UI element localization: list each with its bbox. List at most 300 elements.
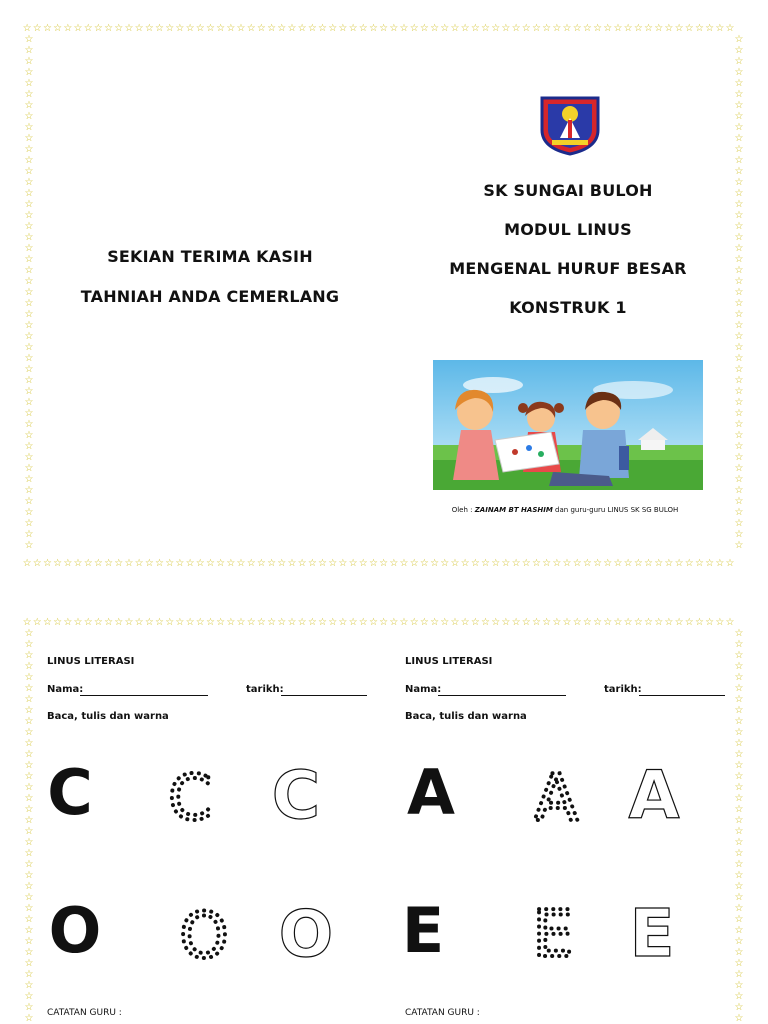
- star-icon: ☆: [734, 452, 744, 463]
- star-icon: ☆: [379, 23, 389, 34]
- star-icon: ☆: [24, 936, 34, 947]
- star-icon: ☆: [328, 617, 338, 628]
- star-icon: ☆: [734, 34, 744, 45]
- star-icon: ☆: [24, 232, 34, 243]
- star-icon: ☆: [24, 375, 34, 386]
- star-icon: ☆: [734, 188, 744, 199]
- star-icon: ☆: [734, 815, 744, 826]
- star-icon: ☆: [155, 617, 165, 628]
- star-icon: ☆: [24, 254, 34, 265]
- star-icon: ☆: [511, 558, 521, 569]
- star-icon: ☆: [705, 558, 715, 569]
- star-border-left: [22, 628, 36, 1024]
- star-icon: ☆: [287, 558, 297, 569]
- star-icon: ☆: [572, 23, 582, 34]
- star-icon: ☆: [633, 558, 643, 569]
- star-icon: ☆: [277, 558, 287, 569]
- star-icon: ☆: [734, 144, 744, 155]
- star-icon: ☆: [195, 558, 205, 569]
- star-icon: ☆: [521, 617, 531, 628]
- star-icon: ☆: [582, 23, 592, 34]
- star-icon: ☆: [734, 892, 744, 903]
- outline-letter[interactable]: [622, 758, 686, 826]
- star-icon: ☆: [24, 100, 34, 111]
- dotted-letter-glyph: A: [534, 762, 578, 826]
- star-icon: ☆: [32, 617, 42, 628]
- star-icon: ☆: [379, 617, 389, 628]
- star-icon: ☆: [419, 558, 429, 569]
- star-icon: ☆: [24, 287, 34, 298]
- star-icon: ☆: [24, 353, 34, 364]
- star-icon: ☆: [734, 507, 744, 518]
- star-icon: ☆: [226, 617, 236, 628]
- star-icon: ☆: [734, 793, 744, 804]
- star-icon: ☆: [734, 661, 744, 672]
- star-icon: ☆: [734, 1013, 744, 1024]
- dotted-letter-glyph: O: [179, 900, 229, 964]
- star-icon: ☆: [715, 558, 725, 569]
- star-icon: ☆: [582, 617, 592, 628]
- star-icon: ☆: [734, 45, 744, 56]
- star-icon: ☆: [734, 474, 744, 485]
- star-icon: ☆: [521, 558, 531, 569]
- star-icon: ☆: [409, 617, 419, 628]
- star-icon: ☆: [734, 177, 744, 188]
- star-icon: ☆: [24, 364, 34, 375]
- outline-letter-glyph: C: [271, 758, 321, 826]
- star-icon: ☆: [24, 463, 34, 474]
- star-icon: ☆: [22, 617, 32, 628]
- star-icon: ☆: [267, 23, 277, 34]
- star-icon: ☆: [24, 837, 34, 848]
- star-icon: ☆: [531, 23, 541, 34]
- star-icon: ☆: [246, 617, 256, 628]
- star-icon: ☆: [24, 683, 34, 694]
- star-icon: ☆: [430, 558, 440, 569]
- star-icon: ☆: [562, 23, 572, 34]
- star-icon: ☆: [165, 23, 175, 34]
- star-icon: ☆: [24, 331, 34, 342]
- star-icon: ☆: [603, 23, 613, 34]
- star-icon: ☆: [24, 804, 34, 815]
- star-icon: ☆: [226, 558, 236, 569]
- star-icon: ☆: [491, 23, 501, 34]
- star-icon: ☆: [318, 558, 328, 569]
- star-icon: ☆: [24, 903, 34, 914]
- star-icon: ☆: [389, 23, 399, 34]
- star-icon: ☆: [734, 925, 744, 936]
- star-icon: ☆: [734, 353, 744, 364]
- star-icon: ☆: [654, 23, 664, 34]
- topic-title: MENGENAL HURUF BESAR: [449, 259, 687, 278]
- star-icon: ☆: [24, 320, 34, 331]
- star-icon: ☆: [734, 397, 744, 408]
- star-icon: ☆: [734, 1002, 744, 1013]
- star-icon: ☆: [24, 760, 34, 771]
- star-icon: ☆: [531, 617, 541, 628]
- solid-letter: C: [47, 756, 93, 829]
- star-icon: ☆: [734, 122, 744, 133]
- star-icon: ☆: [24, 958, 34, 969]
- star-icon: ☆: [705, 617, 715, 628]
- star-icon: ☆: [603, 558, 613, 569]
- star-icon: ☆: [165, 558, 175, 569]
- star-icon: ☆: [185, 558, 195, 569]
- worksheet-heading: LINUS LITERASI: [405, 656, 493, 667]
- star-icon: ☆: [531, 558, 541, 569]
- star-icon: ☆: [734, 375, 744, 386]
- star-icon: ☆: [24, 1013, 34, 1024]
- star-icon: ☆: [734, 166, 744, 177]
- star-icon: ☆: [348, 23, 358, 34]
- star-icon: ☆: [24, 771, 34, 782]
- star-icon: ☆: [734, 496, 744, 507]
- star-icon: ☆: [277, 617, 287, 628]
- star-icon: ☆: [734, 738, 744, 749]
- star-icon: ☆: [623, 23, 633, 34]
- dotted-letter-glyph: C: [168, 764, 212, 826]
- star-icon: ☆: [236, 23, 246, 34]
- instruction-text: Baca, tulis dan warna: [405, 711, 527, 722]
- star-icon: ☆: [24, 672, 34, 683]
- star-icon: ☆: [24, 848, 34, 859]
- star-icon: ☆: [256, 617, 266, 628]
- star-icon: ☆: [73, 23, 83, 34]
- star-icon: ☆: [24, 496, 34, 507]
- star-icon: ☆: [24, 265, 34, 276]
- star-icon: ☆: [246, 558, 256, 569]
- star-icon: ☆: [24, 133, 34, 144]
- star-icon: ☆: [734, 485, 744, 496]
- star-icon: ☆: [42, 617, 52, 628]
- star-icon: ☆: [175, 23, 185, 34]
- star-icon: ☆: [24, 342, 34, 353]
- star-border-right: [732, 34, 746, 558]
- star-border-top: [22, 22, 746, 36]
- star-icon: ☆: [419, 617, 429, 628]
- star-icon: ☆: [24, 122, 34, 133]
- star-icon: ☆: [358, 558, 368, 569]
- star-icon: ☆: [195, 23, 205, 34]
- star-icon: ☆: [623, 617, 633, 628]
- star-icon: ☆: [93, 558, 103, 569]
- star-icon: ☆: [24, 430, 34, 441]
- star-icon: ☆: [134, 558, 144, 569]
- module-title: MODUL LINUS: [504, 220, 632, 239]
- teacher-note-label: CATATAN GURU :: [405, 1008, 480, 1018]
- star-icon: ☆: [24, 221, 34, 232]
- star-icon: ☆: [24, 188, 34, 199]
- outline-letter-glyph: O: [278, 898, 334, 964]
- star-icon: ☆: [603, 617, 613, 628]
- star-icon: ☆: [734, 980, 744, 991]
- star-icon: ☆: [24, 826, 34, 837]
- star-icon: ☆: [460, 617, 470, 628]
- star-icon: ☆: [144, 558, 154, 569]
- star-icon: ☆: [348, 617, 358, 628]
- star-icon: ☆: [93, 617, 103, 628]
- closing-line-2: TAHNIAH ANDA CEMERLANG: [80, 287, 340, 306]
- star-icon: ☆: [328, 23, 338, 34]
- star-icon: ☆: [734, 463, 744, 474]
- star-icon: ☆: [267, 617, 277, 628]
- star-icon: ☆: [338, 617, 348, 628]
- star-icon: ☆: [205, 23, 215, 34]
- star-icon: ☆: [715, 23, 725, 34]
- star-icon: ☆: [22, 558, 32, 569]
- star-icon: ☆: [715, 617, 725, 628]
- star-icon: ☆: [114, 617, 124, 628]
- star-icon: ☆: [450, 23, 460, 34]
- star-icon: ☆: [104, 23, 114, 34]
- star-icon: ☆: [734, 716, 744, 727]
- star-icon: ☆: [63, 558, 73, 569]
- star-icon: ☆: [734, 111, 744, 122]
- star-icon: ☆: [63, 23, 73, 34]
- star-icon: ☆: [734, 232, 744, 243]
- outline-letter-glyph: A: [628, 758, 680, 826]
- star-icon: ☆: [155, 23, 165, 34]
- star-icon: ☆: [593, 23, 603, 34]
- star-icon: ☆: [24, 397, 34, 408]
- star-icon: ☆: [674, 558, 684, 569]
- star-icon: ☆: [511, 23, 521, 34]
- star-icon: ☆: [73, 617, 83, 628]
- star-icon: ☆: [32, 558, 42, 569]
- star-icon: ☆: [725, 617, 735, 628]
- date-field[interactable]: [639, 695, 725, 696]
- star-icon: ☆: [307, 617, 317, 628]
- star-icon: ☆: [24, 969, 34, 980]
- star-icon: ☆: [368, 558, 378, 569]
- star-icon: ☆: [725, 558, 735, 569]
- star-icon: ☆: [734, 639, 744, 650]
- star-icon: ☆: [582, 558, 592, 569]
- star-icon: ☆: [297, 23, 307, 34]
- star-icon: ☆: [24, 628, 34, 639]
- star-icon: ☆: [205, 558, 215, 569]
- star-icon: ☆: [734, 705, 744, 716]
- star-icon: ☆: [318, 23, 328, 34]
- star-icon: ☆: [521, 23, 531, 34]
- star-icon: ☆: [24, 859, 34, 870]
- name-field[interactable]: [438, 695, 566, 696]
- teacher-note-label: CATATAN GURU :: [47, 1008, 122, 1018]
- star-icon: ☆: [674, 23, 684, 34]
- dotted-letter[interactable]: [526, 898, 580, 964]
- star-border-right: [732, 628, 746, 1024]
- star-icon: ☆: [562, 617, 572, 628]
- star-icon: ☆: [734, 287, 744, 298]
- star-icon: ☆: [734, 210, 744, 221]
- star-icon: ☆: [216, 23, 226, 34]
- star-icon: ☆: [24, 78, 34, 89]
- star-icon: ☆: [430, 617, 440, 628]
- star-icon: ☆: [195, 617, 205, 628]
- star-icon: ☆: [481, 558, 491, 569]
- star-icon: ☆: [440, 558, 450, 569]
- star-icon: ☆: [734, 782, 744, 793]
- star-icon: ☆: [124, 23, 134, 34]
- star-icon: ☆: [734, 694, 744, 705]
- star-icon: ☆: [633, 23, 643, 34]
- star-icon: ☆: [24, 518, 34, 529]
- star-icon: ☆: [734, 672, 744, 683]
- star-icon: ☆: [24, 155, 34, 166]
- date-field[interactable]: [281, 695, 367, 696]
- school-crest-icon: [538, 92, 602, 156]
- star-icon: ☆: [644, 558, 654, 569]
- star-icon: ☆: [144, 23, 154, 34]
- children-reading-illustration: [433, 360, 703, 490]
- star-icon: ☆: [734, 914, 744, 925]
- star-icon: ☆: [53, 23, 63, 34]
- star-icon: ☆: [470, 558, 480, 569]
- star-icon: ☆: [24, 276, 34, 287]
- star-icon: ☆: [236, 558, 246, 569]
- star-icon: ☆: [185, 617, 195, 628]
- star-icon: ☆: [542, 558, 552, 569]
- star-icon: ☆: [318, 617, 328, 628]
- star-icon: ☆: [24, 210, 34, 221]
- star-icon: ☆: [165, 617, 175, 628]
- star-icon: ☆: [734, 760, 744, 771]
- star-icon: ☆: [734, 936, 744, 947]
- star-icon: ☆: [491, 558, 501, 569]
- star-icon: ☆: [24, 661, 34, 672]
- star-icon: ☆: [613, 23, 623, 34]
- star-icon: ☆: [24, 56, 34, 67]
- star-icon: ☆: [734, 881, 744, 892]
- star-border-top: [22, 616, 746, 630]
- star-icon: ☆: [24, 177, 34, 188]
- star-icon: ☆: [613, 617, 623, 628]
- star-icon: ☆: [256, 23, 266, 34]
- star-icon: ☆: [694, 23, 704, 34]
- instruction-text: Baca, tulis dan warna: [47, 711, 169, 722]
- star-icon: ☆: [24, 727, 34, 738]
- star-icon: ☆: [664, 617, 674, 628]
- star-icon: ☆: [155, 558, 165, 569]
- star-icon: ☆: [83, 23, 93, 34]
- star-icon: ☆: [24, 694, 34, 705]
- star-icon: ☆: [338, 558, 348, 569]
- star-icon: ☆: [684, 617, 694, 628]
- dotted-letter[interactable]: [174, 900, 234, 964]
- star-icon: ☆: [104, 617, 114, 628]
- outline-letter-glyph: E: [629, 896, 675, 964]
- star-icon: ☆: [24, 441, 34, 452]
- star-icon: ☆: [399, 617, 409, 628]
- star-icon: ☆: [440, 23, 450, 34]
- star-icon: ☆: [205, 617, 215, 628]
- star-icon: ☆: [734, 749, 744, 760]
- star-icon: ☆: [734, 89, 744, 100]
- star-icon: ☆: [297, 558, 307, 569]
- star-icon: ☆: [734, 430, 744, 441]
- star-icon: ☆: [134, 617, 144, 628]
- star-icon: ☆: [338, 23, 348, 34]
- star-icon: ☆: [440, 617, 450, 628]
- name-field[interactable]: [80, 695, 208, 696]
- outline-letter[interactable]: [274, 896, 338, 964]
- star-icon: ☆: [256, 558, 266, 569]
- star-icon: ☆: [53, 558, 63, 569]
- star-icon: ☆: [694, 617, 704, 628]
- closing-line-1: SEKIAN TERIMA KASIH: [107, 247, 313, 266]
- star-icon: ☆: [124, 617, 134, 628]
- star-icon: ☆: [734, 386, 744, 397]
- solid-letter: O: [48, 894, 102, 967]
- star-icon: ☆: [24, 991, 34, 1002]
- star-icon: ☆: [613, 558, 623, 569]
- star-icon: ☆: [734, 441, 744, 452]
- star-icon: ☆: [470, 617, 480, 628]
- star-icon: ☆: [24, 782, 34, 793]
- star-icon: ☆: [491, 617, 501, 628]
- star-icon: ☆: [409, 23, 419, 34]
- star-icon: ☆: [734, 254, 744, 265]
- star-icon: ☆: [42, 558, 52, 569]
- star-icon: ☆: [83, 558, 93, 569]
- star-icon: ☆: [734, 540, 744, 551]
- star-icon: ☆: [73, 558, 83, 569]
- star-icon: ☆: [185, 23, 195, 34]
- star-icon: ☆: [267, 558, 277, 569]
- star-icon: ☆: [32, 23, 42, 34]
- star-icon: ☆: [368, 617, 378, 628]
- star-icon: ☆: [63, 617, 73, 628]
- star-icon: ☆: [24, 243, 34, 254]
- star-icon: ☆: [734, 342, 744, 353]
- star-icon: ☆: [348, 558, 358, 569]
- star-icon: ☆: [287, 617, 297, 628]
- star-icon: ☆: [562, 558, 572, 569]
- star-icon: ☆: [734, 309, 744, 320]
- outline-letter[interactable]: [264, 758, 328, 826]
- star-icon: ☆: [216, 558, 226, 569]
- solid-letter: A: [407, 756, 455, 829]
- dotted-letter[interactable]: [162, 764, 218, 826]
- star-icon: ☆: [24, 881, 34, 892]
- star-icon: ☆: [24, 199, 34, 210]
- star-icon: ☆: [389, 617, 399, 628]
- star-icon: ☆: [552, 617, 562, 628]
- star-icon: ☆: [24, 1002, 34, 1013]
- star-icon: ☆: [287, 23, 297, 34]
- star-icon: ☆: [419, 23, 429, 34]
- star-icon: ☆: [734, 969, 744, 980]
- star-icon: ☆: [114, 23, 124, 34]
- star-icon: ☆: [664, 558, 674, 569]
- dotted-letter[interactable]: [526, 762, 586, 826]
- outline-letter[interactable]: [622, 896, 682, 964]
- worksheet-heading: LINUS LITERASI: [47, 656, 135, 667]
- star-icon: ☆: [644, 23, 654, 34]
- star-icon: ☆: [24, 45, 34, 56]
- star-icon: ☆: [24, 485, 34, 496]
- star-icon: ☆: [53, 617, 63, 628]
- star-icon: ☆: [644, 617, 654, 628]
- star-icon: ☆: [684, 558, 694, 569]
- star-icon: ☆: [725, 23, 735, 34]
- star-icon: ☆: [511, 617, 521, 628]
- star-icon: ☆: [24, 793, 34, 804]
- star-icon: ☆: [734, 331, 744, 342]
- star-icon: ☆: [134, 23, 144, 34]
- star-icon: ☆: [460, 23, 470, 34]
- star-icon: ☆: [379, 558, 389, 569]
